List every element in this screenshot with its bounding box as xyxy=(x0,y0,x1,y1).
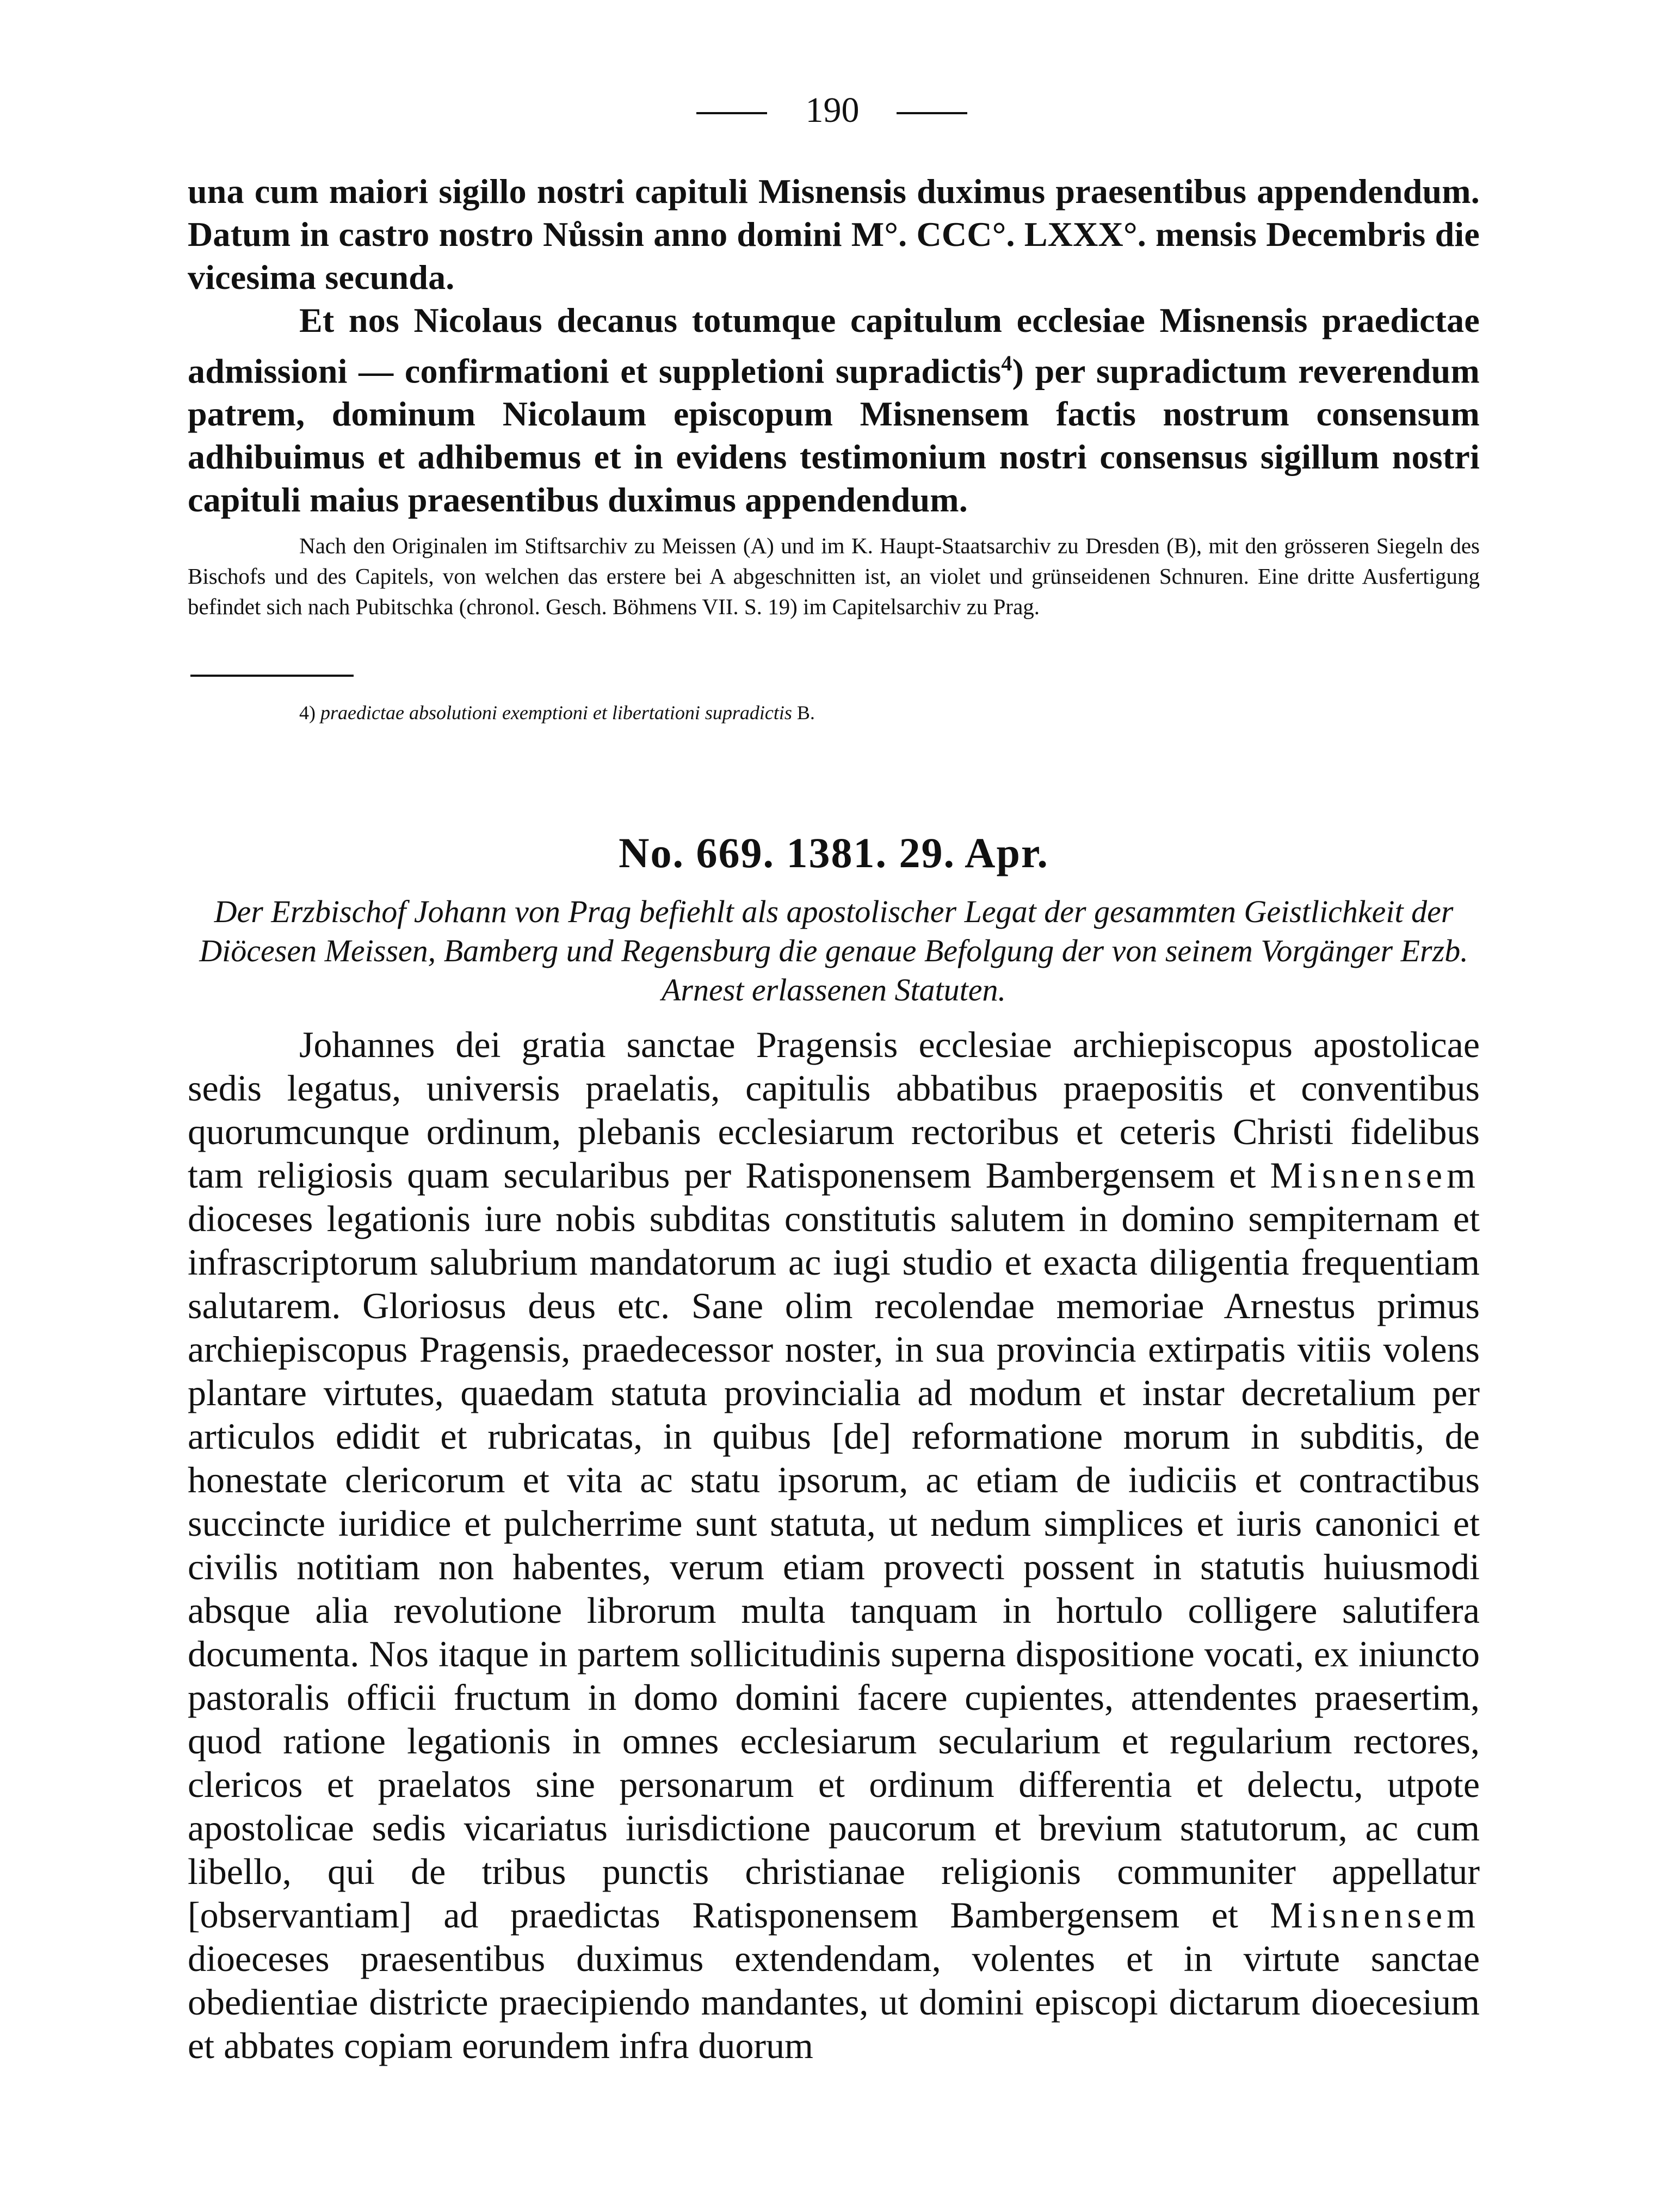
footnote-marker: 4) xyxy=(299,702,316,724)
footnote xyxy=(299,699,1442,726)
footnote-text: praedictae absolutioni exemptioni et libertationi supradictis xyxy=(320,702,792,724)
chapter-consent-paragraph xyxy=(188,299,1480,521)
document-body xyxy=(188,1023,1480,2067)
body-text-part-2: dioceses legationis iure nobis subditas constitutis salutem in domino sempiternam et infrascriptorum salubrium mandatorum ac iugi studio et exacta diligentia frequentiam salutarem. Gloriosus deus etc. Sane olim recolendae memoriae Arnestus primus archiepiscopus Pragensis, praedecessor noster, in sua provincia extirpatis vitiis volens plantare virtutes, quaedam statuta provincialia ad modum et instar decretalium per articulos edidit et rubricatas, in quibus [de] reformatione morum in subditis, de honestate clericorum et vita ac statu ipsorum, ac etiam de iudiciis et contractibus succincte iuridice et pulcherrime sunt statuta, ut nedum simplices et iuris canonici et civilis notitiam non habentes, verum etiam provecti possent in statutis huiusmodi absque alia revolutione librorum multa tanquam in hortulo colligere salutifera documenta. Nos itaque in partem sollicitudinis superna dispositione vocati, ex iniuncto pastoralis officii fructum in domo domini facere cupientes, attendentes praesertim, quod ratione legationis in omnes ecclesiarum secularium et regularium rectores, clericos et praelatos sine personarum et ordinum differentia et delectu, utpote apostolicae sedis vicariatus iurisdictione paucorum et brevium statutorum, ac cum libello, qui de tribus punctis christianae religionis communiter appellatur [observantiam] ad praedictas Ratisponensem Bambergensem et xyxy=(188,1198,1480,1936)
page-header xyxy=(696,91,979,129)
header-rule-right xyxy=(897,112,967,114)
body-spaced-word-1: Misnensem xyxy=(1270,1154,1480,1196)
document-summary: Der Erzbischof Johann von Prag befiehlt als apostolischer Legat der gesammten Geistlichkeit der Diöcesen Meissen, Bamberg und Regensburg die genaue Befolgung der von seinem Vorgänger Erzb. Arnest erlassenen Statuten. xyxy=(199,894,1468,1008)
footnote-divider xyxy=(190,675,354,677)
header-rule-left xyxy=(696,112,767,114)
consent-text-end: ) per supradictum reverendum patrem, dominum Nicolaum episcopum Misnensem factis nostrum consensum adhibuimus et adhibemus et in evidens testimonium nostri consensus sigillum nostri capituli maius praesentibus duximus appendendum. xyxy=(188,351,1480,520)
body-text-part-1: Johannes dei gratia sanctae Pragensis ecclesiae archiepiscopus apostolicae sedis legatus, universis praelatis, capitulis abbatibus praepositis et conventibus quorumcunque ordinum, plebanis ecclesiarum rectoribus et ceteris Christi fidelibus tam religiosis quam secularibus per Ratisponensem Bambergensem et xyxy=(188,1024,1480,1196)
body-spaced-word-2: Misnensem xyxy=(1270,1894,1480,1936)
preceding-document-conclusion xyxy=(188,170,1480,521)
page-number: 190 xyxy=(805,90,860,130)
footnote-reference: 4 xyxy=(1001,351,1012,375)
footnote-suffix: B. xyxy=(796,702,815,724)
body-text-part-3: dioeceses praesentibus duximus extendendam, volentes et in virtute sanctae obedientiae districte praecipiendo mandantes, ut domini episcopi dictarum dioecesium et abbates copiam eorundem infra duorum xyxy=(188,1938,1480,2066)
closing-paragraph: una cum maiori sigillo nostri capituli Misnensis duximus praesentibus appendendum. Datum in castro nostro Nůssin anno domini M°. CCC°. LXXX°. mensis Decembris die vicesima secunda. xyxy=(188,172,1480,296)
consent-text-start: Et nos Nicolaus decanus totumque capitulum ecclesiae Misnensis praedictae admissioni — confirmationi et suppletioni supradictis xyxy=(188,301,1480,391)
document-heading: No. 669. 1381. 29. Apr. xyxy=(619,829,1049,876)
source-note: Nach den Originalen im Stiftsarchiv zu Meissen (A) und im K. Haupt-Staatsarchiv zu Dresden (B), mit den grösseren Siegeln des Bischofs und des Capitels, von welchen das erstere bei A abgeschnitten ist, an violet und grünseidenen Schnuren. Eine dritte Ausfertigung befindet sich nach Pubitschka (chronol. Gesch. Böhmens VII. S. 19) im Capitelsarchiv zu Prag. xyxy=(188,533,1480,619)
